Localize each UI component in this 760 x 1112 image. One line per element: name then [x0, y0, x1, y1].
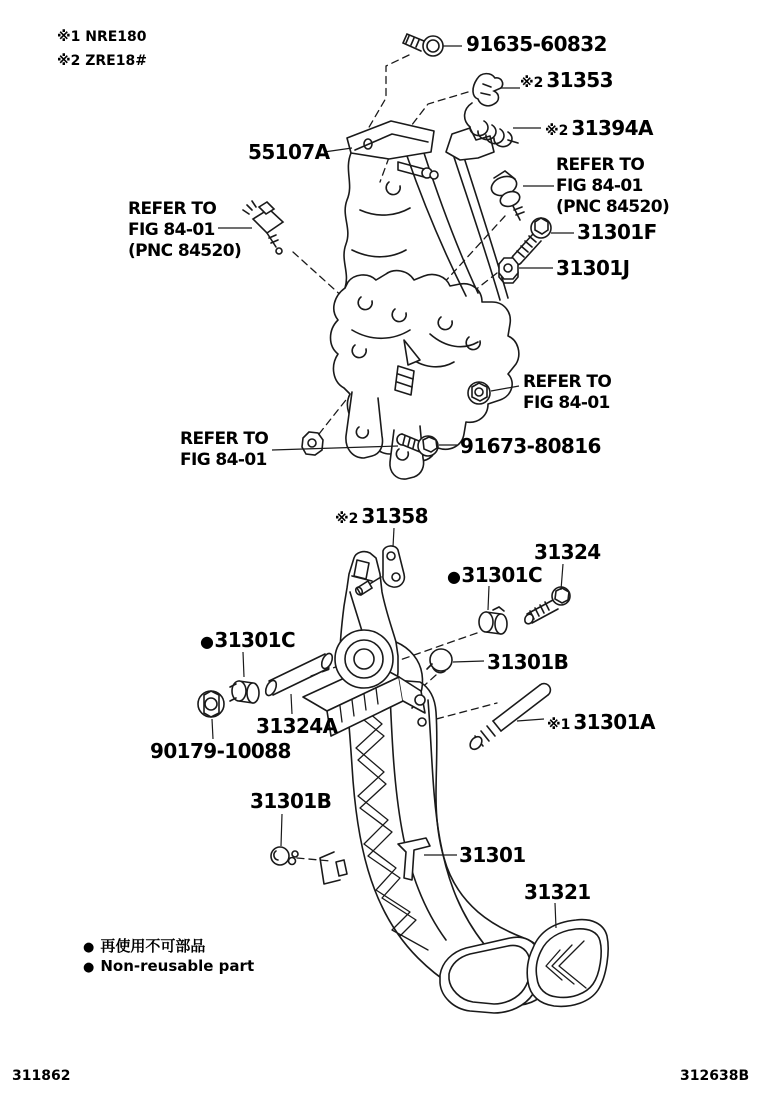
variant-note-2: ※2 ZRE18#: [57, 53, 147, 69]
part-label-31301B-lower: 31301B: [250, 789, 332, 813]
refer-block-left: REFER TO FIG 84-01 (PNC 84520): [128, 199, 242, 261]
pedal-support-bracket-drawing: [331, 121, 519, 479]
nut-31301J-icon: [499, 258, 518, 283]
part-label-31301C-right: ●31301C: [447, 563, 543, 587]
part-label-31301A: ※1 31301A: [547, 710, 655, 734]
part-label-31301J: 31301J: [556, 256, 630, 280]
bushing-31301C-left-icon: [230, 681, 259, 703]
nut-refer-bottom-left-icon: [302, 432, 323, 455]
refer-block-right: REFER TO FIG 84-01 (PNC 84520): [556, 155, 670, 217]
refer-block-bottom-left: REFER TO FIG 84-01: [180, 429, 269, 470]
variant-note-1: ※1 NRE180: [57, 29, 147, 45]
nut-refer-mid-icon: [468, 382, 490, 404]
part-label-31301F: 31301F: [577, 220, 657, 244]
part-label-31301B-right: 31301B: [487, 650, 569, 674]
bolt-91635-icon: [403, 34, 443, 56]
refer-block-mid-right: REFER TO FIG 84-01: [523, 372, 612, 413]
clip-31353-icon: [473, 74, 503, 106]
grommet-31301B-lower-icon: [271, 847, 298, 865]
figure-code-right: 312638B: [680, 1068, 750, 1084]
part-label-31353: ※2 31353: [520, 68, 613, 92]
figure-code-left: 311862: [12, 1068, 71, 1084]
bushing-31301C-right-icon: [479, 607, 507, 634]
part-label-31394A: ※2 31394A: [545, 116, 653, 140]
nut-90179-icon: [198, 691, 224, 717]
legend-non-reusable-jp: ● 再使用不可部品: [83, 937, 206, 955]
clutch-pedal-drawing: [303, 552, 550, 1013]
part-label-91635-60832: 91635-60832: [466, 32, 607, 56]
sensor-refer-right-icon: [489, 171, 524, 220]
part-label-31301C-left: ●31301C: [200, 628, 296, 652]
cap-31301B-right-icon: [427, 649, 452, 673]
bolt-31324-icon: [523, 587, 570, 625]
pedal-pad-31321-icon: [527, 920, 608, 1007]
bolt-31301F-icon: [512, 218, 551, 265]
legend-non-reusable-en: ● Non-reusable part: [83, 957, 255, 975]
part-label-31301: 31301: [459, 843, 526, 867]
part-label-31324A: 31324A: [256, 714, 338, 738]
part-label-31321: 31321: [524, 880, 591, 904]
part-label-31324: 31324: [534, 540, 601, 564]
part-label-55107A: 55107A: [248, 140, 330, 164]
pin-31301A-icon: [468, 684, 551, 752]
part-label-91673-80816: 91673-80816: [460, 434, 601, 458]
part-label-90179-10088: 90179-10088: [150, 739, 291, 763]
part-label-31358: ※2 31358: [335, 504, 428, 528]
